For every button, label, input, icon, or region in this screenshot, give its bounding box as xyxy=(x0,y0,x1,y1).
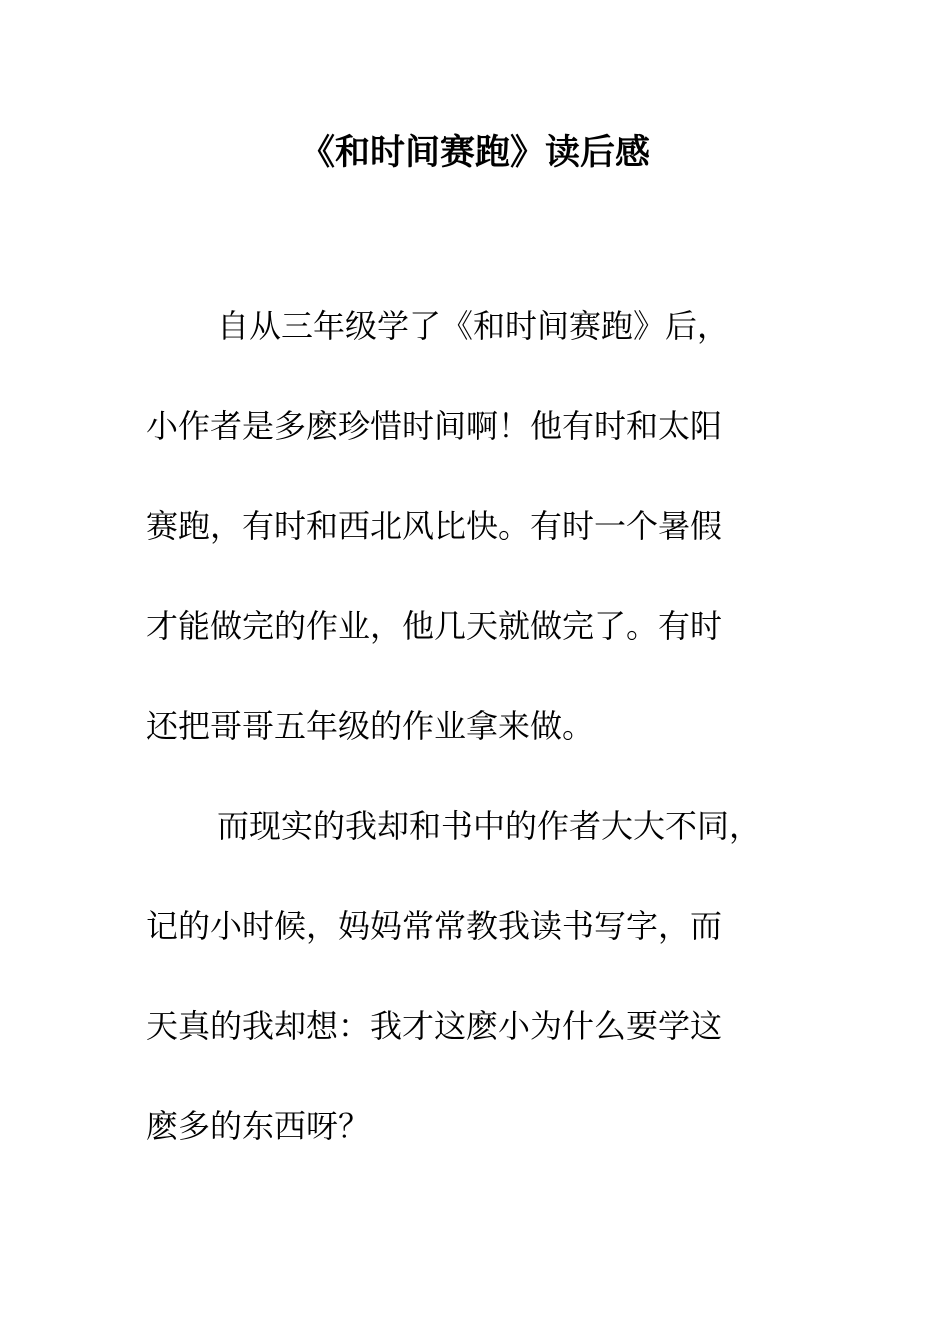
paragraph-line: 还把哥哥五年级的作业拿来做。 xyxy=(146,707,595,745)
document-title: 《和时间赛跑》读后感 xyxy=(299,132,650,173)
paragraph-line: 小作者是多麽珍惜时间啊！他有时和太阳 xyxy=(146,407,723,445)
paragraph-line: 自从三年级学了《和时间赛跑》后， xyxy=(217,307,730,345)
paragraph-line: 才能做完的作业，他几天就做完了。有时 xyxy=(146,607,723,645)
paragraph-line: 记的小时候，妈妈常常教我读书写字，而 xyxy=(146,907,723,945)
paragraph-line: 天真的我却想：我才这麽小为什么要学这 xyxy=(146,1007,723,1045)
paragraph-line: 麽多的东西呀？ xyxy=(146,1107,371,1145)
paragraph-line: 而现实的我却和书中的作者大大不同， xyxy=(217,807,762,845)
paragraph-line: 赛跑，有时和西北风比快。有时一个暑假 xyxy=(146,507,723,545)
